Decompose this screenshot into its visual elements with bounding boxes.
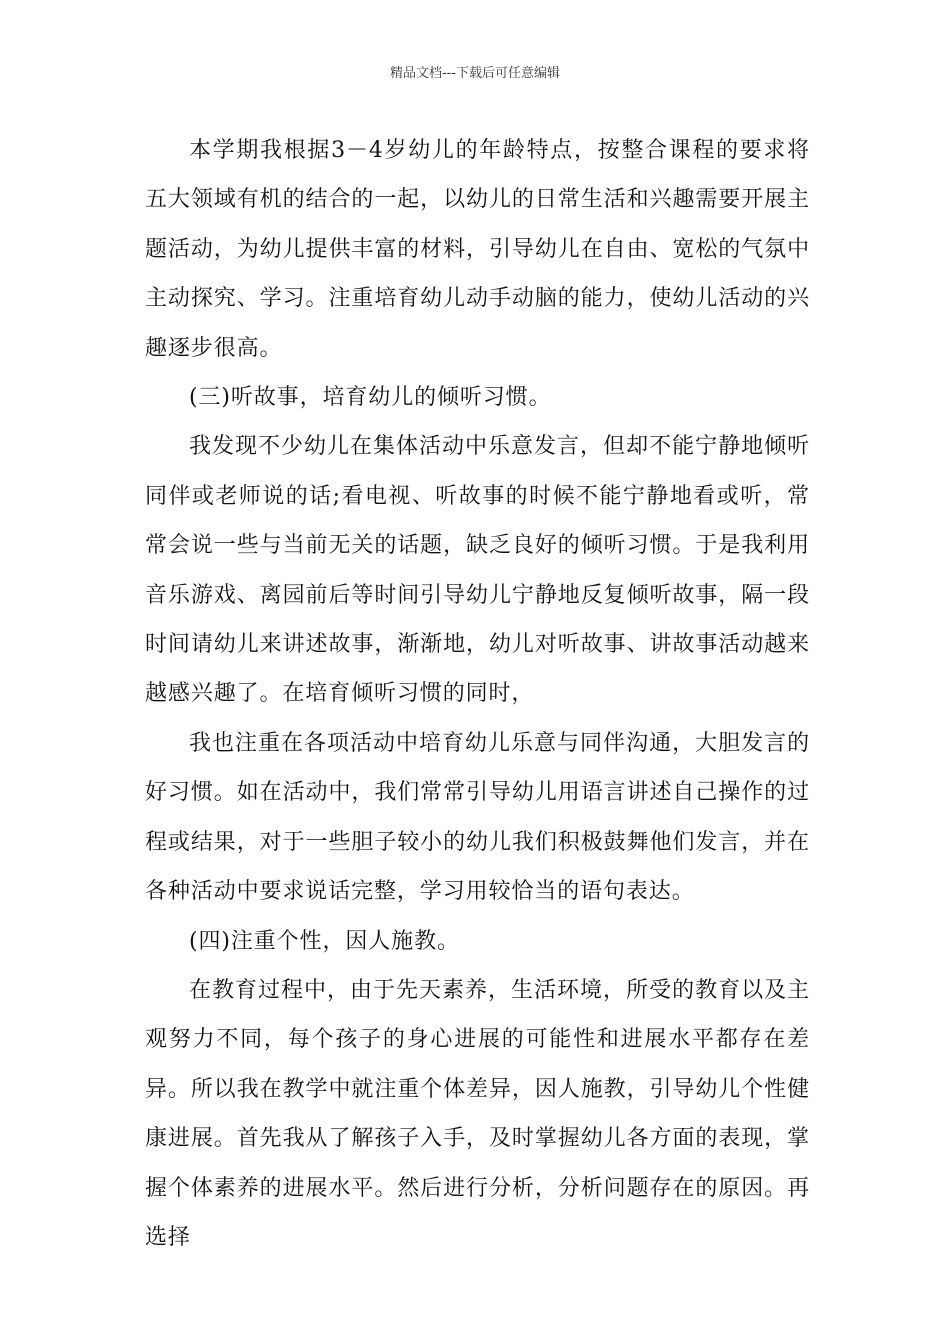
paragraph: 我也注重在各项活动中培育幼儿乐意与同伴沟通，大胆发言的好习惯。如在活动中，我们常常引导幼儿用语言讲述自己操作的过程或结果，对于一些胆子较小的幼儿我们积极鼓舞他们发言，并在各种活动中要求说话完整，学习用较恰当的语句表达。 xyxy=(145,730,810,905)
page-header: 精品文档---下载后可任意编辑 xyxy=(389,66,561,81)
paragraph: 在教育过程中，由于先天素养，生活环境，所受的教育以及主观努力不同，每个孩子的身心进展的可能性和进展水平都存在差异。所以我在教学中就注重个体差异，因人施教，引导幼儿个性健康进展。首先我从了解孩子入手，及时掌握幼儿各方面的表现，掌握个体素养的进展水平。然后进行分析，分析问题存在的原因。再选择 xyxy=(145,977,810,1250)
paragraph: 我发现不少幼儿在集体活动中乐意发言，但却不能宁静地倾听同伴或老师说的话;看电视、听故事的时候不能宁静地看或听，常常会说一些与当前无关的话题，缺乏良好的倾听习惯。于是我利用音乐游戏、离园前后等时间引导幼儿宁静地反复倾听故事，隔一段时间请幼儿来讲述故事，渐渐地，幼儿对听故事、讲故事活动越来越感兴趣了。在培育倾听习惯的同时， xyxy=(145,434,810,707)
document-body xyxy=(145,126,810,1262)
paragraph: 本学期我根据3－4岁幼儿的年龄特点，按整合课程的要求将五大领域有机的结合的一起，以幼儿的日常生活和兴趣需要开展主题活动，为幼儿提供丰富的材料，引导幼儿在自由、宽松的气氛中主动探究、学习。注重培育幼儿动手动脑的能力，使幼儿活动的兴趣逐步很高。 xyxy=(145,138,810,361)
section-heading: (四)注重个性，因人施教。 xyxy=(189,928,460,954)
section-heading: (三)听故事，培育幼儿的倾听习惯。 xyxy=(189,385,552,411)
